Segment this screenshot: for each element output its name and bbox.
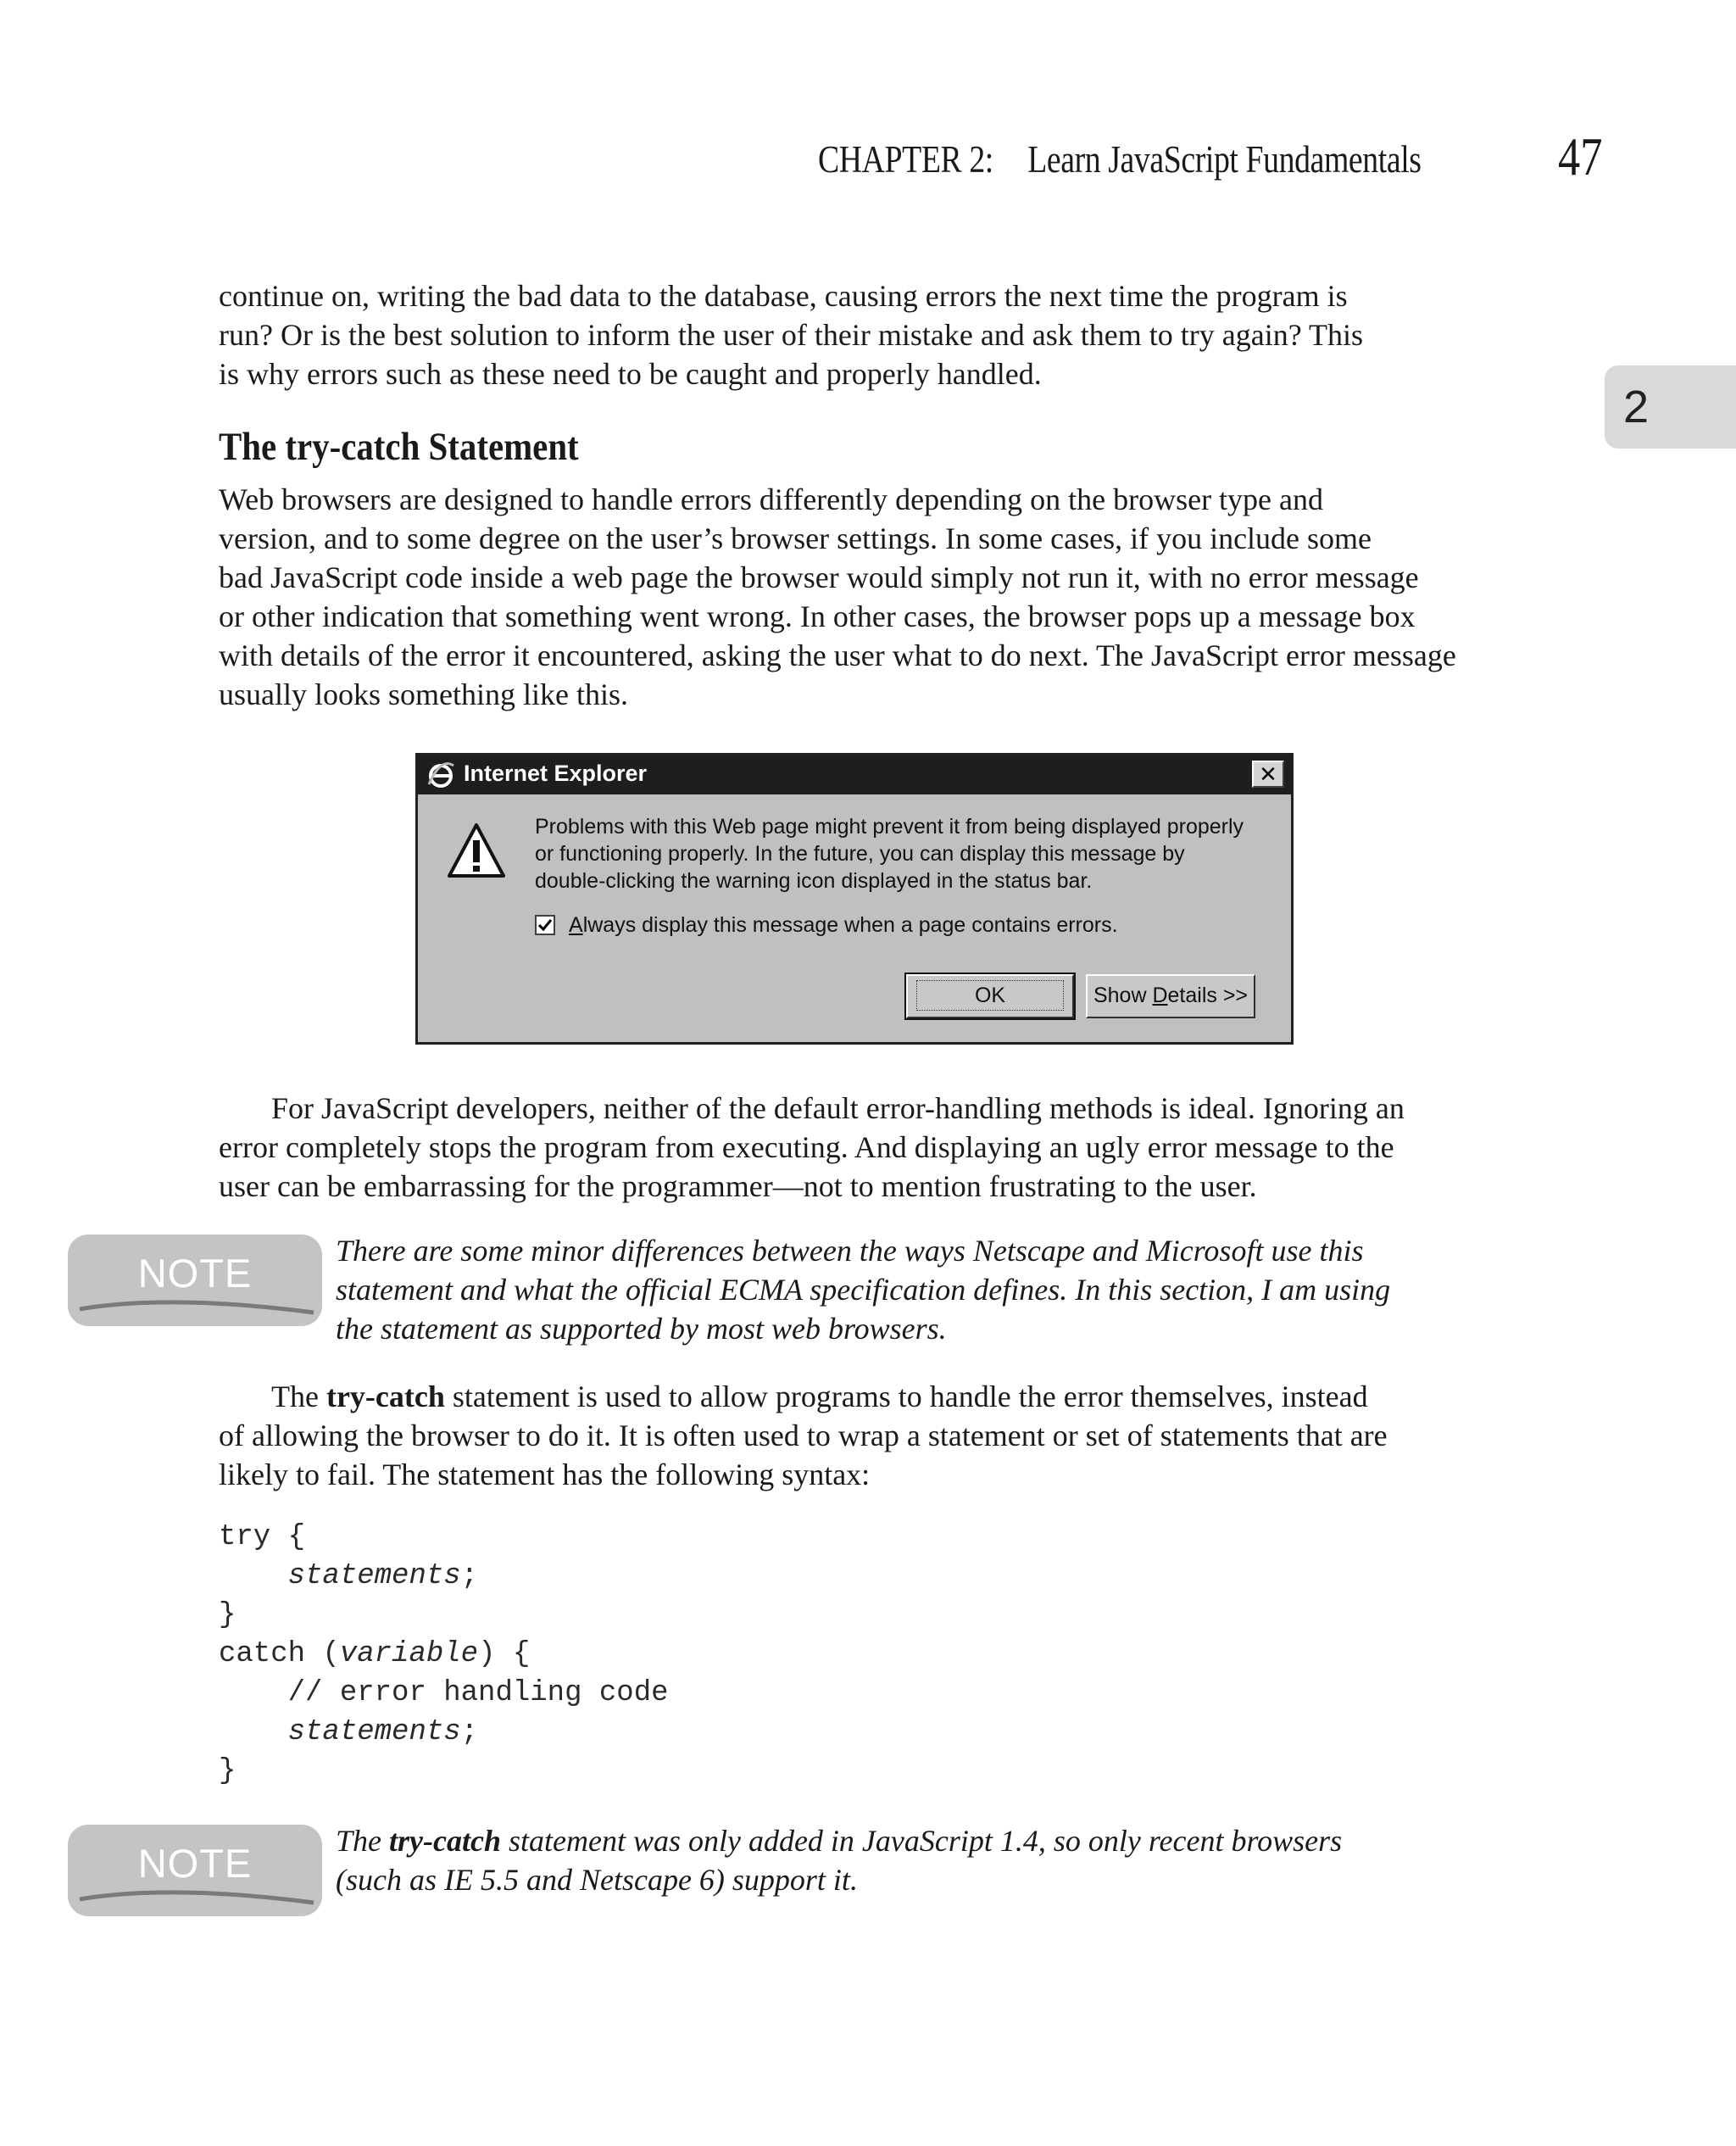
note-line: the statement as supported by most web browsers. [336,1312,947,1346]
note-line [336,1821,1505,1860]
code-placeholder: statements [287,1716,461,1748]
text-line: usually looks something like this. [219,677,628,711]
checkbox-label: lways display this message when a page contains errors. [582,913,1118,937]
text-line: with details of the error it encountered, asking the user what to do next. The JavaScript error message [219,638,1456,672]
ok-button-label: OK [916,980,1064,1011]
running-header [818,137,1422,181]
ok-button[interactable] [906,974,1074,1018]
text-line: user can be embarrassing for the programmer—not to mention frustrating to the user. [219,1169,1257,1203]
code-fragment: catch ( [219,1638,340,1670]
dialog-message [535,813,1244,895]
details-accesskey: D [1152,984,1168,1007]
close-button[interactable]: ✕ [1252,761,1284,788]
note-swoosh-icon [68,1235,322,1326]
code-line: try { [219,1521,306,1553]
internet-explorer-icon [426,761,455,789]
dialog-title-bar [418,755,1291,794]
text-line: error completely stops the program from executing. And displaying an ugly error message to the [219,1130,1394,1164]
message-line: Problems with this Web page might prevent it from being displayed properly [535,815,1244,839]
checkmark-icon [537,917,553,933]
note-badge [68,1235,322,1326]
code-comment: // error handling code [287,1677,669,1709]
code-punct: ; [460,1560,479,1592]
warning-icon [447,822,506,881]
message-line: double-clicking the warning icon displayed in the status bar. [535,869,1093,893]
dialog-title: Internet Explorer [464,761,648,786]
text-line: Web browsers are designed to handle errors differently depending on the browser type and [219,482,1324,516]
text-line: For JavaScript developers, neither of the default error-handling methods is ideal. Ignoring an [271,1091,1405,1125]
code-placeholder: variable [339,1638,479,1670]
ie-error-dialog [415,753,1294,1045]
note-badge-label: NOTE [137,1841,253,1886]
text-fragment: statement was only added in JavaScript 1.4, so only recent browsers [500,1824,1343,1858]
note-badge [68,1825,322,1916]
inline-keyword: try-catch [389,1824,501,1858]
code-line: } [219,1599,236,1631]
text-line: continue on, writing the bad data to the database, causing errors the next time the program is [219,279,1348,313]
note-swoosh-icon [68,1825,322,1916]
text-fragment: statement is used to allow programs to handle the error themselves, instead [444,1380,1368,1413]
text-line: run? Or is the best solution to inform the user of their mistake and ask them to try again? This [219,318,1364,352]
note-line: statement and what the official ECMA specification defines. In this section, I am using [336,1273,1391,1307]
code-line: } [219,1755,236,1787]
chapter-title: Learn JavaScript Fundamentals [1027,138,1422,181]
code-block [219,1518,669,1791]
intro-paragraph [219,276,1507,393]
chapter-label: CHAPTER 2: [818,138,993,181]
text-line: or other indication that something went wrong. In other cases, the browser pops up a message box [219,599,1416,633]
page-number: 47 [1558,126,1603,187]
note-line: (such as IE 5.5 and Netscape 6) support it. [336,1863,858,1897]
text-line: likely to fail. The statement has the following syntax: [219,1458,871,1491]
checkbox-accesskey: A [569,913,583,937]
note-badge-label: NOTE [137,1251,253,1296]
text-fragment: The [336,1824,389,1858]
note-text [336,1231,1505,1348]
text-line: version, and to some degree on the user’s browser settings. In some cases, if you include some [219,521,1372,555]
inline-keyword: try-catch [326,1380,445,1413]
text-line [219,1377,1507,1416]
always-display-checkbox[interactable] [535,915,555,935]
code-fragment: ) { [478,1638,531,1670]
paragraph-try-catch [219,1377,1507,1494]
always-display-checkbox-row[interactable] [535,913,1118,938]
paragraph-browsers [219,480,1507,714]
code-punct: ; [460,1716,479,1748]
show-details-button[interactable] [1086,974,1255,1018]
message-line: or functioning properly. In the future, you can display this message by [535,842,1185,866]
text-line: bad JavaScript code inside a web page the browser would simply not run it, with no error message [219,560,1419,594]
text-line: of allowing the browser to do it. It is often used to wrap a statement or set of statements that are [219,1419,1388,1452]
section-heading: The try-catch Statement [219,425,579,469]
details-label-post: etails >> [1167,984,1249,1007]
text-line: is why errors such as these need to be caught and properly handled. [219,357,1042,391]
code-placeholder: statements [287,1560,461,1592]
chapter-tab-label: 2 [1623,382,1650,432]
note-line: There are some minor differences between the ways Netscape and Microsoft use this [336,1234,1364,1268]
details-label-pre: Show [1093,984,1153,1007]
text-fragment: The [271,1380,326,1413]
paragraph-developers [219,1089,1507,1206]
chapter-tab [1605,365,1736,449]
note-text [336,1821,1505,1899]
